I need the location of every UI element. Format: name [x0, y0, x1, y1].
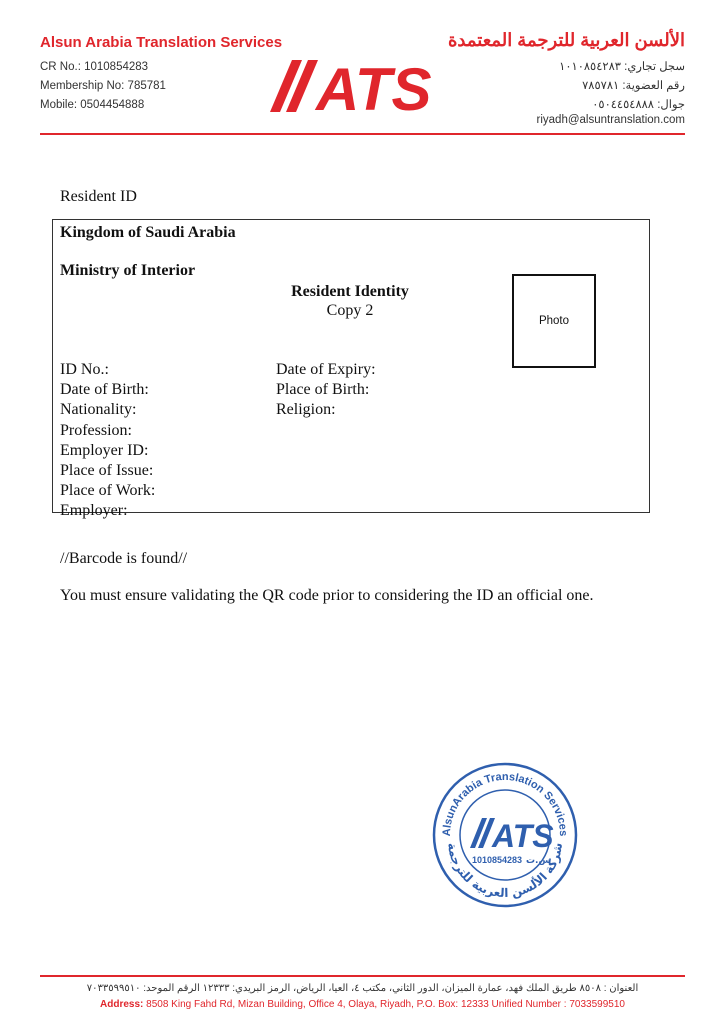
- field-place-of-issue: Place of Issue:: [60, 462, 154, 480]
- field-date-of-birth: Date of Birth:: [60, 381, 149, 399]
- membership-number-ar: رقم العضوية: ٧٨٥٧٨١: [582, 80, 685, 92]
- ministry-heading: Ministry of Interior: [60, 262, 196, 279]
- footer-address-label: Address:: [100, 999, 144, 1010]
- photo-placeholder: [512, 274, 596, 368]
- footer-divider: [40, 975, 685, 977]
- stamp-logo-text: ATS: [492, 818, 554, 854]
- footer-address-ar: العنوان : ٨٥٠٨ طريق الملك فهد، عمارة الميزان، الدور الثاني، مكتب ٤، العيا، الرياض، الرمز البريدي: ١٢٣٣٣ الرقم الموحد: ٧٠٣٣٥٩٩٥١٠: [86, 983, 639, 994]
- cr-number-en: CR No.: 1010854283: [40, 61, 149, 73]
- ats-logo: [258, 56, 468, 114]
- field-place-of-work: Place of Work:: [60, 482, 156, 500]
- company-name-en: Alsun Arabia Translation Services: [40, 34, 283, 51]
- field-employer-id: Employer ID:: [60, 441, 149, 459]
- kingdom-heading: Kingdom of Saudi Arabia: [60, 224, 236, 241]
- qr-validation-notice: You must ensure validating the QR code prior to considering the ID an official one.: [60, 587, 594, 604]
- company-details-ar: [559, 58, 685, 115]
- id-fields-right: [276, 360, 376, 421]
- header-divider: [40, 133, 685, 135]
- field-place-of-birth: Place of Birth:: [276, 381, 370, 399]
- membership-number-en: Membership No: 785781: [40, 80, 166, 92]
- field-employer: Employer:: [60, 502, 128, 520]
- card-subtitle: Copy 2: [326, 302, 374, 319]
- footer-address-en: [40, 999, 685, 1010]
- company-details-en: [40, 58, 166, 115]
- company-name-ar: الألسن العربية للترجمة المعتمدة: [448, 30, 685, 50]
- field-nationality: Nationality:: [60, 401, 137, 419]
- stamp-cr-abbr: س.ت: [526, 856, 551, 866]
- stamp-cr-number: 1010854283: [472, 855, 523, 865]
- mobile-number-en: Mobile: 0504454888: [40, 99, 145, 111]
- card-title: Resident Identity: [291, 283, 409, 300]
- field-religion: Religion:: [276, 401, 336, 419]
- footer-address-text: 8508 King Fahd Rd, Mizan Building, Office 4, Olaya, Riyadh, P.O. Box: 12333 Unified Number : 7033599510: [146, 999, 625, 1010]
- stamp-bottom-text: شركة الألسن العربية للترجمة: [445, 841, 566, 901]
- company-email[interactable]: riyadh@alsuntranslation.com: [536, 114, 685, 126]
- field-date-of-expiry: Date of Expiry:: [276, 361, 376, 378]
- field-profession: Profession:: [60, 421, 132, 439]
- cr-number-ar: سجل تجاري: ١٠١٠٨٥٤٢٨٣: [559, 61, 685, 73]
- company-stamp: [430, 760, 580, 910]
- photo-label: Photo: [538, 315, 570, 327]
- logo-text: ATS: [316, 56, 432, 114]
- document-label: Resident ID: [60, 188, 137, 205]
- id-fields-left: [60, 360, 155, 522]
- field-id-no: ID No.:: [60, 361, 109, 378]
- stamp-top-text: AlsunArabia Translation Services: [440, 771, 570, 837]
- mobile-number-ar: جوال: ٠٥٠٤٤٥٤٨٨٨: [592, 99, 685, 111]
- barcode-note: //Barcode is found//: [60, 550, 188, 567]
